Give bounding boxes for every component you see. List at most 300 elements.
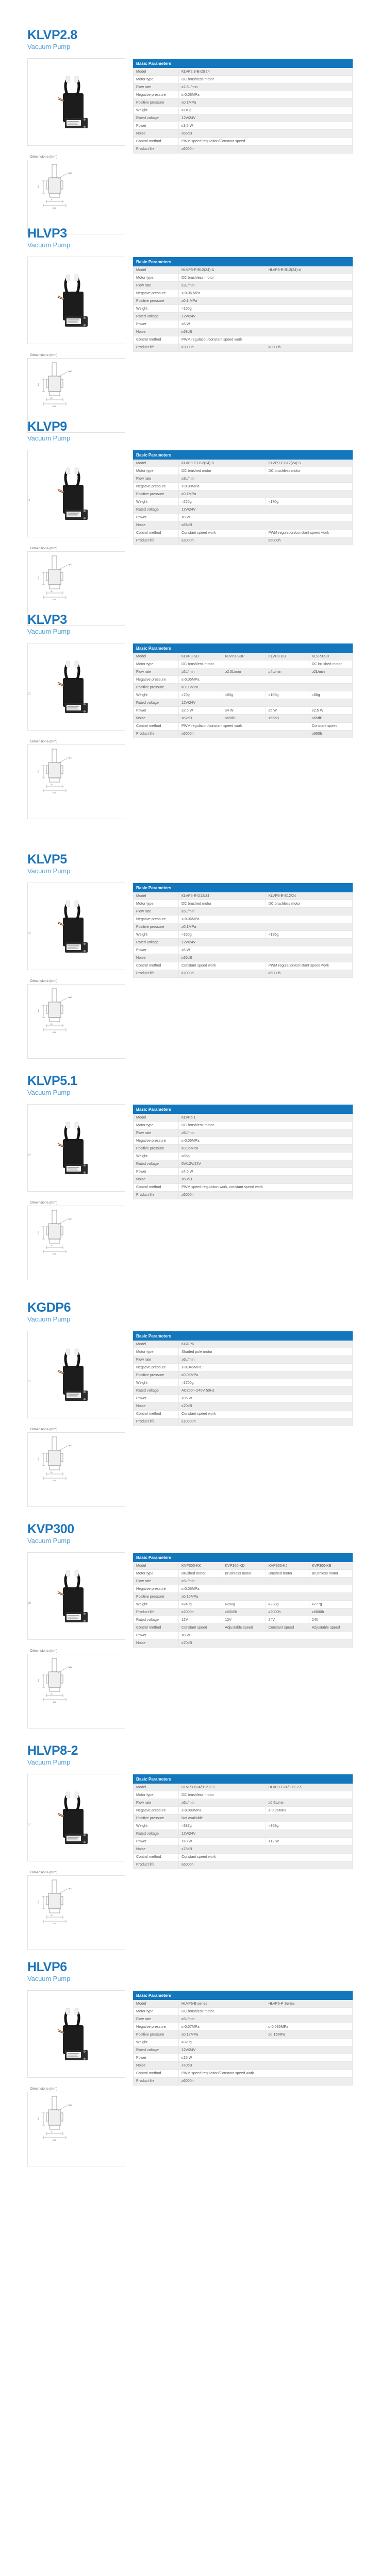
dimension-drawing-art xyxy=(28,2092,90,2144)
param-value: ≤15 W xyxy=(179,2054,353,2062)
product-photo-art xyxy=(45,658,107,715)
table-header-basic-parameters: Basic Parameters xyxy=(134,1105,353,1113)
page-number: 11 xyxy=(27,499,31,502)
param-value: ≤-0.06MPa xyxy=(266,1807,353,1815)
basic-parameters-table xyxy=(133,257,353,352)
param-value: ≤8 W xyxy=(179,1632,353,1639)
param-label: Motor type xyxy=(134,660,179,668)
product-section xyxy=(0,1744,380,1950)
dimensions-block xyxy=(27,153,125,234)
param-label: Flow rate xyxy=(134,2015,179,2023)
param-value: KLVP5.1 xyxy=(179,1114,353,1122)
param-value: ≈368g xyxy=(266,1822,353,1830)
param-value: DC brushless motor xyxy=(179,660,309,668)
param-label: Weight xyxy=(134,1601,179,1608)
param-label: Noise xyxy=(134,1176,179,1183)
svg-text:28: 28 xyxy=(51,1471,53,1473)
param-label: Motor type xyxy=(134,76,179,83)
product-photo-art xyxy=(45,1568,107,1624)
param-label: Motor type xyxy=(134,1791,179,1799)
table-row xyxy=(134,1822,353,1830)
product-section xyxy=(0,853,380,1059)
table-row xyxy=(134,1122,353,1129)
param-label: Product life xyxy=(134,145,179,153)
svg-text:3-φ2.8: 3-φ2.8 xyxy=(68,996,73,998)
table-row xyxy=(134,328,353,336)
dimension-drawing xyxy=(27,744,125,819)
param-value: ≤70dB xyxy=(179,1402,353,1410)
param-label: Rated voltage xyxy=(134,939,179,946)
product-section xyxy=(0,28,380,234)
table-row xyxy=(134,715,353,722)
dimensions-label: Dimensions (mm) xyxy=(30,979,58,983)
table-row xyxy=(134,122,353,130)
param-value: ≥5L/min xyxy=(179,908,353,916)
param-value: ≥6000h xyxy=(309,1608,352,1616)
param-label: Model xyxy=(134,2000,179,2008)
table-row xyxy=(134,1418,353,1426)
product-photo-art xyxy=(45,1120,107,1176)
param-value: Adjustable speed xyxy=(309,1624,352,1632)
param-label: Negative pressure xyxy=(134,2023,179,2031)
param-label: Product life xyxy=(134,344,179,351)
param-value: ≈150g xyxy=(179,931,266,939)
param-value: ≥2000h xyxy=(179,1608,222,1616)
param-value: PWM speed regulation/Constant speed xyxy=(179,138,353,145)
param-value: ≤68dB xyxy=(179,521,353,529)
param-label: Negative pressure xyxy=(134,1585,179,1593)
param-label: Weight xyxy=(134,498,179,506)
table-header-basic-parameters: Basic Parameters xyxy=(134,1991,353,1999)
table-row xyxy=(134,1145,353,1153)
table-row xyxy=(134,313,353,320)
product-media-column xyxy=(27,1331,125,1507)
product-title: HLVP6 xyxy=(27,1960,67,1974)
table-row xyxy=(134,1593,353,1601)
param-value: Adjustable speed xyxy=(222,1624,266,1632)
table-row xyxy=(134,537,353,545)
param-value: KLVP3-SBP xyxy=(222,653,266,660)
param-label: Weight xyxy=(134,107,179,114)
dimensions-label: Dimensions (mm) xyxy=(30,546,58,550)
param-value: ≈150g xyxy=(179,305,353,313)
table-row xyxy=(134,1578,353,1585)
table-header-basic-parameters: Basic Parameters xyxy=(134,1774,353,1783)
param-label: Model xyxy=(134,460,179,467)
page-number: 14 xyxy=(27,1154,31,1157)
product-section xyxy=(0,420,380,626)
param-value: Constant speed work xyxy=(179,529,266,537)
product-section xyxy=(0,1074,380,1280)
param-value: ≤-0.06 MPa xyxy=(179,290,353,297)
table-row xyxy=(134,954,353,962)
table-row xyxy=(134,506,353,514)
param-label: Flow rate xyxy=(134,908,179,916)
table-row xyxy=(134,145,353,153)
product-spec-column xyxy=(133,643,353,738)
product-title: HLVP8-2 xyxy=(27,1743,78,1758)
table-row xyxy=(134,1137,353,1145)
table-row xyxy=(134,1168,353,1176)
product-photo xyxy=(27,1104,125,1192)
product-photo xyxy=(27,257,125,344)
table-row xyxy=(134,282,353,290)
param-value: ≤62dB xyxy=(179,715,222,722)
param-value: ≤65dB xyxy=(222,715,266,722)
product-spec-column xyxy=(133,450,353,545)
svg-text:48.4: 48.4 xyxy=(53,1479,56,1482)
param-label: Rated voltage xyxy=(134,1387,179,1395)
product-spec-column xyxy=(133,1774,353,1869)
table-row xyxy=(134,946,353,954)
svg-text:3-φ2.8: 3-φ2.8 xyxy=(68,370,73,372)
param-label: Model xyxy=(134,1114,179,1122)
dimensions-label: Dimensions (mm) xyxy=(30,1870,58,1874)
product-media-column xyxy=(27,58,125,234)
table-header-basic-parameters: Basic Parameters xyxy=(134,643,353,652)
dimensions-label: Dimensions (mm) xyxy=(30,1649,58,1653)
table-row xyxy=(134,962,353,970)
param-label: Model xyxy=(134,68,179,76)
table-row xyxy=(134,668,353,676)
product-media-column xyxy=(27,1990,125,2166)
svg-text:28: 28 xyxy=(51,590,53,592)
table-row xyxy=(134,2015,353,2023)
param-label: Control method xyxy=(134,336,179,344)
table-row xyxy=(134,2031,353,2039)
product-section xyxy=(0,613,380,819)
param-value: ≈280g xyxy=(222,1601,266,1608)
svg-text:30.5: 30.5 xyxy=(38,576,40,580)
basic-parameters-table xyxy=(133,1991,353,2086)
param-value: PWM speed regulation/Constant speed work xyxy=(179,2070,353,2077)
param-label: Positive pressure xyxy=(134,297,179,305)
param-value: DC brushed motor xyxy=(309,660,352,668)
param-value: DC brushless motor xyxy=(179,1791,353,1799)
product-media-column xyxy=(27,450,125,626)
product-subtitle: Vacuum Pump xyxy=(27,1089,71,1097)
table-row xyxy=(134,297,353,305)
param-value: KLVP3-SB xyxy=(179,653,222,660)
param-value: ≤-0.06MPa xyxy=(179,916,353,923)
table-row xyxy=(134,1632,353,1639)
param-label: Control method xyxy=(134,1410,179,1418)
param-label: Product life xyxy=(134,537,179,545)
table-row xyxy=(134,1379,353,1387)
dimensions-block xyxy=(27,977,125,1059)
svg-text:3-φ2.8: 3-φ2.8 xyxy=(68,563,73,566)
param-value: ≤-0.05MPa xyxy=(179,1585,353,1593)
param-label: Negative pressure xyxy=(134,916,179,923)
svg-text:28: 28 xyxy=(51,1244,53,1247)
param-label: Product life xyxy=(134,1191,179,1199)
param-label: Noise xyxy=(134,1402,179,1410)
param-value: ≥2.8L/min xyxy=(179,83,353,91)
product-title: KVP300 xyxy=(27,1522,74,1536)
basic-parameters-table xyxy=(133,1553,353,1648)
param-value: ≤5 W xyxy=(179,320,353,328)
param-label: Noise xyxy=(134,521,179,529)
product-spec-column xyxy=(133,257,353,352)
param-value: ≤12 W xyxy=(266,1838,353,1845)
product-photo xyxy=(27,1331,125,1418)
param-label: Control method xyxy=(134,138,179,145)
product-subtitle: Vacuum Pump xyxy=(27,1758,71,1767)
param-label: Product life xyxy=(134,2077,179,2085)
product-section xyxy=(0,1522,380,1728)
param-label: Flow rate xyxy=(134,1578,179,1585)
product-body xyxy=(27,1552,353,1728)
product-photo xyxy=(27,1552,125,1640)
param-label: Control method xyxy=(134,1624,179,1632)
param-label: Noise xyxy=(134,715,179,722)
table-row xyxy=(134,320,353,328)
svg-text:48.4: 48.4 xyxy=(53,2139,56,2141)
param-value: 12V/24V xyxy=(179,1830,353,1838)
param-value: KLVP9-F-B12(24)-S xyxy=(266,460,353,467)
param-value: KLVP3-DB xyxy=(266,653,309,660)
table-row xyxy=(134,483,353,490)
param-value: ≥0.1MPa xyxy=(179,490,353,498)
product-title: HLVP3 xyxy=(27,226,67,241)
param-value: HLVP3-E-B12(24)-A xyxy=(266,266,353,274)
dimension-drawing-art xyxy=(28,745,90,796)
svg-text:3-φ2.8: 3-φ2.8 xyxy=(68,2104,73,2106)
dimension-drawing xyxy=(27,1654,125,1728)
param-label: Flow rate xyxy=(134,1129,179,1137)
param-value: Brushed motor xyxy=(266,1570,309,1578)
product-photo-art xyxy=(45,898,107,955)
param-label: Power xyxy=(134,514,179,521)
product-media-column xyxy=(27,257,125,433)
table-row xyxy=(134,498,353,506)
param-value: ≥0.1MPa xyxy=(179,923,353,931)
param-value: DC brushless motor xyxy=(266,900,353,908)
svg-text:30.5: 30.5 xyxy=(38,2116,40,2120)
svg-text:48.4: 48.4 xyxy=(53,207,56,209)
param-label: Motor type xyxy=(134,1122,179,1129)
table-row xyxy=(134,514,353,521)
svg-text:48.4: 48.4 xyxy=(53,405,56,408)
param-label: Noise xyxy=(134,130,179,138)
table-row xyxy=(134,1585,353,1593)
param-label: Power xyxy=(134,320,179,328)
param-value: ≥6000h xyxy=(179,1191,353,1199)
table-row xyxy=(134,1784,353,1791)
param-label: Control method xyxy=(134,529,179,537)
table-row xyxy=(134,691,353,699)
dimension-drawing-art xyxy=(28,359,90,410)
param-label: Power xyxy=(134,1838,179,1845)
basic-parameters-table xyxy=(133,1331,353,1426)
param-value: ≥600h xyxy=(309,730,352,738)
svg-text:48.4: 48.4 xyxy=(53,791,56,794)
table-row xyxy=(134,2000,353,2008)
param-value: ≥0.1 MPa xyxy=(179,297,353,305)
param-value: KLVP3-SD xyxy=(309,653,352,660)
dimensions-label: Dimensions (mm) xyxy=(30,1427,58,1431)
param-label: Power xyxy=(134,707,179,715)
dimensions-label: Dimensions (mm) xyxy=(30,155,58,159)
param-label: Power xyxy=(134,946,179,954)
param-value: ≤-0.09MPa xyxy=(179,483,353,490)
param-label: Weight xyxy=(134,1822,179,1830)
param-label: Weight xyxy=(134,2039,179,2046)
table-row xyxy=(134,1601,353,1608)
param-label: Weight xyxy=(134,305,179,313)
param-value: ≥0.10MPa xyxy=(179,1593,353,1601)
product-photo xyxy=(27,58,125,146)
svg-text:30.5: 30.5 xyxy=(38,1230,40,1234)
param-value: HLVP6-P Series xyxy=(266,2000,353,2008)
product-media-column xyxy=(27,643,125,819)
param-value: ≈387g xyxy=(179,1822,266,1830)
param-value: ≤68dB xyxy=(179,1176,353,1183)
param-label: Rated voltage xyxy=(134,1616,179,1624)
product-spec-column xyxy=(133,1990,353,2086)
table-row xyxy=(134,490,353,498)
product-spec-column xyxy=(133,883,353,978)
table-row xyxy=(134,266,353,274)
table-row xyxy=(134,1791,353,1799)
param-value: ≈220g xyxy=(179,498,266,506)
param-value: ≤70dB xyxy=(179,1639,353,1647)
param-value: ≤8 W xyxy=(179,514,353,521)
svg-text:3-φ2.8: 3-φ2.8 xyxy=(68,1217,73,1220)
product-section xyxy=(0,1301,380,1507)
param-value: ≥2L/min xyxy=(309,668,352,676)
table-row xyxy=(134,1176,353,1183)
param-value: KGDP6 xyxy=(179,1341,353,1348)
param-value: ≈105g xyxy=(266,691,309,699)
param-value: PWM regulation/constant speed work xyxy=(179,336,353,344)
param-value: ≤-0.05MPa xyxy=(179,1137,353,1145)
svg-text:28: 28 xyxy=(51,397,53,399)
param-label: Control method xyxy=(134,1853,179,1861)
dimension-drawing-art xyxy=(28,552,90,603)
param-value: KLVP5-E-B12/24 xyxy=(266,892,353,900)
product-title: KLVP9 xyxy=(27,419,67,434)
table-row xyxy=(134,336,353,344)
table-row xyxy=(134,1348,353,1356)
param-value: 24V xyxy=(266,1616,309,1624)
param-value: ≤65dB xyxy=(309,715,352,722)
param-label: Control method xyxy=(134,722,179,730)
param-value: Brushless motor xyxy=(222,1570,266,1578)
param-value: ≤70dB xyxy=(179,2062,353,2070)
param-label: Motor type xyxy=(134,467,179,475)
param-value: ≥2000h xyxy=(179,537,266,545)
param-value: ≤-0.045MPa xyxy=(179,1364,353,1371)
param-label: Rated voltage xyxy=(134,506,179,514)
param-label: Product life xyxy=(134,1418,179,1426)
table-row xyxy=(134,1570,353,1578)
param-label: Negative pressure xyxy=(134,290,179,297)
table-row xyxy=(134,529,353,537)
param-value: ≥2L/min xyxy=(179,668,222,676)
svg-text:28: 28 xyxy=(51,1023,53,1025)
dimension-drawing-art xyxy=(28,985,90,1036)
table-row xyxy=(134,460,353,467)
product-title: KLVP3 xyxy=(27,613,67,627)
table-row xyxy=(134,344,353,351)
param-value: ≈240g xyxy=(179,1601,222,1608)
product-subtitle: Vacuum Pump xyxy=(27,241,71,249)
param-value: ≤4 W xyxy=(222,707,266,715)
table-header-basic-parameters: Basic Parameters xyxy=(134,1553,353,1562)
table-row xyxy=(134,1861,353,1869)
product-section xyxy=(0,1960,380,2166)
param-label: Negative pressure xyxy=(134,1807,179,1815)
dimension-drawing xyxy=(27,160,125,234)
table-row xyxy=(134,1114,353,1122)
dimension-drawing xyxy=(27,2092,125,2166)
param-value: KLVP2.8-E-DB24 xyxy=(179,68,353,76)
param-value: ≈170g xyxy=(266,498,353,506)
param-label: Negative pressure xyxy=(134,1137,179,1145)
svg-text:30.5: 30.5 xyxy=(38,1009,40,1012)
table-row xyxy=(134,970,353,977)
dimensions-block xyxy=(27,1869,125,1950)
param-label: Positive pressure xyxy=(134,684,179,691)
param-value: KVP300-KK xyxy=(179,1562,222,1570)
param-label: Power xyxy=(134,1395,179,1402)
svg-text:3-φ2.8: 3-φ2.8 xyxy=(68,756,73,759)
param-value: 12V/24V xyxy=(179,506,353,514)
svg-text:30.5: 30.5 xyxy=(38,1679,40,1682)
param-value: 12V xyxy=(222,1616,266,1624)
param-value: AC200～240V 50Hz xyxy=(179,1387,353,1395)
param-label: Rated voltage xyxy=(134,1160,179,1168)
param-value: ≥6000h xyxy=(222,1608,266,1616)
table-row xyxy=(134,107,353,114)
param-label: Product life xyxy=(134,1608,179,1616)
product-subtitle: Vacuum Pump xyxy=(27,43,71,51)
table-row xyxy=(134,1371,353,1379)
table-row xyxy=(134,1129,353,1137)
param-label: Motor type xyxy=(134,1348,179,1356)
table-row xyxy=(134,1191,353,1199)
table-row xyxy=(134,2077,353,2085)
param-value: ≈277g xyxy=(309,1601,352,1608)
param-label: Positive pressure xyxy=(134,1815,179,1822)
param-value: ≥6000h xyxy=(179,1861,353,1869)
table-row xyxy=(134,1639,353,1647)
page-number: 17 xyxy=(27,1823,31,1826)
product-media-column xyxy=(27,1104,125,1280)
param-label: Power xyxy=(134,1168,179,1176)
param-label: Noise xyxy=(134,2062,179,2070)
param-value: HLVP6-B series xyxy=(179,2000,266,2008)
table-row xyxy=(134,467,353,475)
product-photo-art xyxy=(45,1346,107,1403)
dimension-drawing-art xyxy=(28,1876,90,1927)
svg-text:48.4: 48.4 xyxy=(53,1701,56,1703)
page-number: 16 xyxy=(27,1602,31,1605)
product-title: KLVP5.1 xyxy=(27,1074,77,1088)
svg-text:48.4: 48.4 xyxy=(53,1031,56,1033)
param-label: Model xyxy=(134,266,179,274)
table-row xyxy=(134,2062,353,2070)
product-subtitle: Vacuum Pump xyxy=(27,867,71,875)
param-value: KVP300-KD xyxy=(222,1562,266,1570)
svg-text:30.5: 30.5 xyxy=(38,184,40,188)
param-value: PWM speed regulation work, constant speed work xyxy=(179,1183,353,1191)
table-row xyxy=(134,1815,353,1822)
param-value: DC brushless motor xyxy=(266,467,353,475)
param-value: ≥6000h xyxy=(266,537,353,545)
product-body xyxy=(27,883,353,1059)
